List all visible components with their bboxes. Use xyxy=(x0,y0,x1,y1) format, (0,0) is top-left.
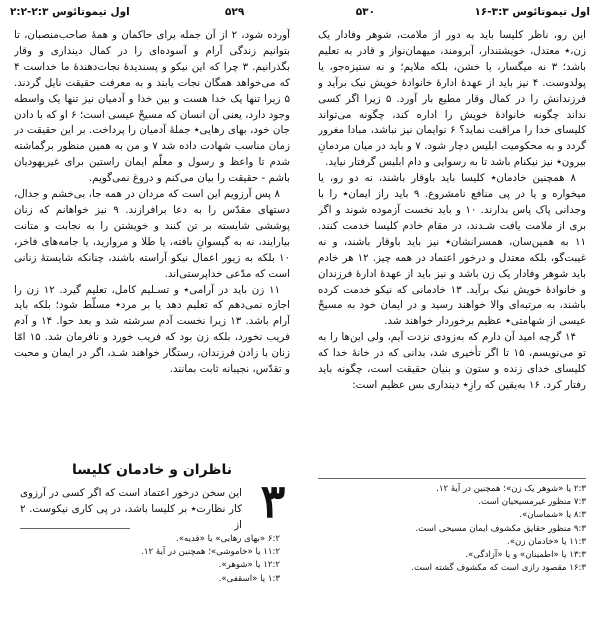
footnote: ۱:۳ یا «اسقفی». xyxy=(218,573,280,584)
right-page-number: ۵۳۰ xyxy=(355,6,375,18)
left-running-title: اول تیموتائوس ۲:۳-۲:۲ xyxy=(10,6,130,18)
chapter-opening-text: این سخن درخور اعتماد است که اگر کسی در آرزوی کار نظارت٭ بر کلیسا باشد، در پی کاری نیکوست. ۲ از xyxy=(20,487,242,531)
paragraph: ۱۴ گرچه امید آن دارم که به‌زودی نزدت آیم، ولی این‌ها را به تو می‌نویسم، ۱۵ تا اگر تأخیری شد، بدانی که در خانهٔ خدا که کلیسای خدای زنده و ستون و بنیان حقیقت است، چگونه باید رفتار کرد. ۱۶ به‌یقین که رازِ٭ دینداری بس عظیم است: xyxy=(318,331,586,391)
section-heading: ناظران و خادمان کلیسا xyxy=(72,462,232,478)
footnote: ۱۱:۲ یا «خاموشی»؛ همچنین در آیهٔ ۱۲. xyxy=(141,547,280,558)
footnote: ۱۶:۳ مقصود رازی است که مکشوف گشته است. xyxy=(411,563,586,574)
paragraph: ۸ همچنین خادمان٭ کلیسا باید باوقار باشند، نه دو رو، یا میخواره و یا در پی منافع نامشروع. ۹ باید راز ایمان٭ را با وجدانی پاک پاس بدارند. ۱۰ و باید نخست آزموده شوند و اگر بری از ملامت یافت شـدند، در مقام خادم کلیسا خدمت کنند. ۱۱ به همین‌سان، همسرانشان٭ نیز باید باوقار باشند، و نه غیبت‌گو، بلکه معتدل و در‌خور اعتماد در همه چیز. ۱۲ هر خادم باید شوهر وفادار یک زن باشد و نیز باید از عهدهٔ ادارهٔ فرزندان و خانوادهٔ خویش نیک برآید. ۱۳ خادمانی که نیکو خدمت کرده باشند، به مرتبه‌ای والا خواهند رسید و در ایمان خود به مسیحْ عیسی از شهامتی٭ عظیم برخوردار خواهند شد. xyxy=(318,172,586,328)
paragraph: آورده شود، ۲ از آن جمله برای حاکمان و همهٔ صاحب‌منصبان، تا بتوانیم زندگی آرام و آسوده‌ای را در کمال دینداری و وقار بگذرانیم. ۳ چرا که این نیکو و پسندیدهٔ نجات‌دهندهٔ ما خداست ۴ که می‌خواهد همگان نجات یابند و به معرفت حقیقت نایل گردند. ۵ زیرا تنها یک خدا هست و بین خدا و آدمیان نیز تنها یک واسطه وجود دارد، یعنی آن انسان که مسیحْ عیسی است؛ ۶ او که با دادن جان خود، بهای رهایی٭ جملهٔ آدمیان را پرداخت. بر این حقیقت در زمان مناسب شهادت داده شد ۷ و من به همین منظور برگماشته شدم تا واعظ و رسول و معلّم ایمان راستین برای غیریهودیان باشم - حقیقت را بیان می‌کنم و دروغ نمی‌گویم. xyxy=(14,29,290,185)
right-column-text xyxy=(318,28,586,473)
paragraph: ۸ پس آرزویم این است که مردان در همه جا، بی‌خشم و جدال، دستهای مقدّس را به دعا برافرازند. ۹ نیز خواهانم که زنان پوششی شایسته بر تن کنند و خویشتن را به نجابت و متانت بیارایند، نه به گیسوانِ بافته، یا طلا و مروارید، یا جامه‌های فاخر، ۱۰ بلکه به زیور اعمال نیکو آراسته باشند، چنانکه شایستهٔ زنانی است که مدّعی خداپرستی‌اند. xyxy=(14,188,290,280)
right-running-title: اول تیموتائوس ۳:۳-۱۶ xyxy=(474,6,590,18)
page-header xyxy=(10,4,590,22)
left-footnotes xyxy=(20,533,280,586)
left-column-text xyxy=(14,28,290,456)
footnote: ۱۲:۲ یا «شوهر». xyxy=(218,560,280,571)
footnote: ۲:۳ یا «شوهر یک زن»؛ همچنین در آیهٔ ۱۲. xyxy=(436,484,586,494)
footnote: ۱۳:۳ یا «اطمینان» و یا «آزادگی». xyxy=(465,550,586,561)
footnote: ۹:۳ منظور حقایق مکشوف ایمان مسیحی است. xyxy=(415,523,586,534)
chapter-number: ۳ xyxy=(260,474,286,528)
paragraph: ۱۱ زن باید در آرامی٭ و تسـلیم کامل، تعلیم گیرد. ۱۲ زن را اجازه نمی‌دهم که تعلیم دهد یا بر مرد٭ مسلّط شود؛ بلکه باید آرام باشد. ۱۳ زیرا نخست آدم سرشته شد و بعد حوا. ۱۴ و آدم فریب نخورد، بلکه زن بود که فریب خورد و نافرمان شد. ۱۵ امّا زنان با زادن فرزندان، رستگار خواهند شـد، اگر در ایمان و محبت و تقدّس، نجیبانه ثابت بمانند. xyxy=(14,283,290,376)
footnote: ۷:۳ منظور غیرمسیحیان است. xyxy=(478,497,586,508)
footnote: ۱۱:۳ یا «خادمان زن». xyxy=(507,536,586,547)
footnote: ۶:۲ «بهای رهایی» یا «فدیه». xyxy=(175,534,280,544)
right-footnotes xyxy=(326,483,586,575)
footnote-divider xyxy=(318,478,586,479)
paragraph: این رو، ناظر کلیسا باید به دور از ملامت، شوهر وفادار یک زن،٭ معتدل، خویشتندار، آبرومند، میهمان‌نواز و قادر به تعلیم باشد؛ ۳ نه میگسار، یا خشن، بلکه ملایم؛ و نه ستیزه‌جو، یا پولدوست. ۴ نیز باید از عهدهٔ ادارهٔ خانوادهٔ خویش نیک برآید و فرزندانش را در کمال وقار مطیع بار آورد. ۵ زیرا اگر کسی نداند چگونه خانوادهٔ خویش را اداره کند، چگونه می‌تواند کلیسای خدا را مراقبت نماید؟ ۶ نوایمان نیز نباشد، مبادا مغرور گردد و به محکومیت ابلیس دچار شود. ۷ و باید در میان مردمانِ بیرون٭ نیز نیکنام باشد تا به رسوایی و دام ابلیس گرفتار نیاید. xyxy=(318,29,586,169)
left-page-number: ۵۲۹ xyxy=(225,6,245,18)
footnote-divider xyxy=(20,528,130,529)
footnote: ۸:۳ یا «شماسان». xyxy=(519,510,586,521)
